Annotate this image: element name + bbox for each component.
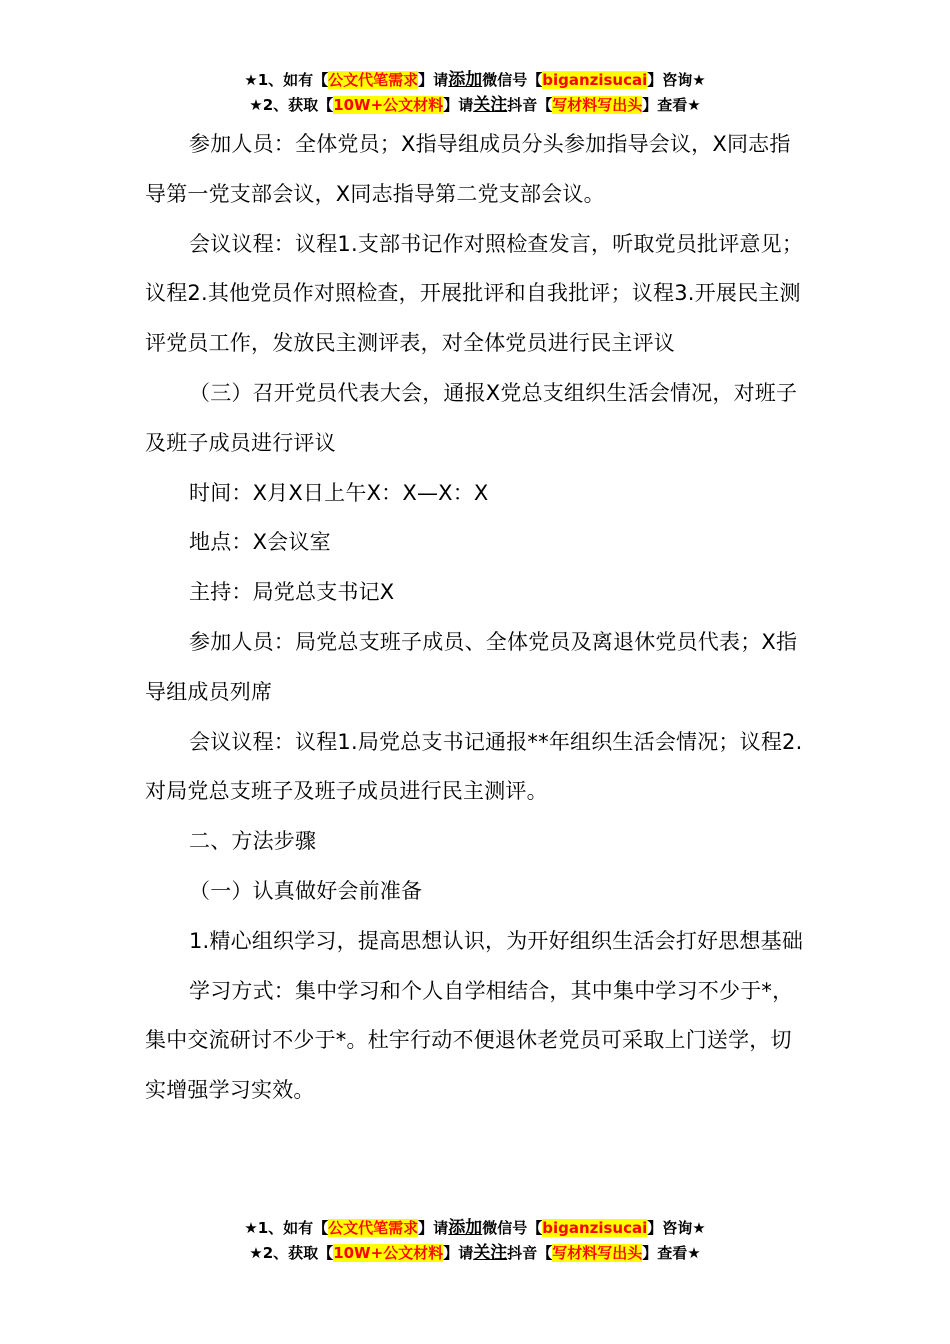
banner-text: ★2、获取【 — [249, 1244, 334, 1262]
banner-text: 微信号【 — [482, 71, 543, 89]
banner-text: 微信号【 — [482, 1219, 543, 1237]
section-heading: （三）召开党员代表大会，通报X党总支组织生活会情况，对班子及班子成员进行评议 — [145, 380, 798, 455]
header-banner — [0, 68, 950, 118]
paragraph: 参加人员：全体党员；X指导组成员分头参加指导会议，X同志指导第一党支部会议，X同志指导第二党支部会议。 — [145, 132, 791, 206]
banner-text: 】请 — [418, 71, 449, 89]
footer-banner — [0, 1216, 950, 1266]
section-heading: 二、方法步骤 — [189, 829, 317, 854]
banner-highlight: 10W+公文材料 — [333, 1244, 444, 1262]
document-body — [145, 120, 805, 1116]
paragraph: 学习方式：集中学习和个人自学相结合，其中集中学习不少于*，集中交流研讨不少于*。杜宇行动不便退休老党员可采取上门送学，切实增强学习实效。 — [145, 978, 794, 1103]
banner-text: 】查看★ — [642, 1244, 701, 1262]
banner-line-1 — [0, 1216, 950, 1241]
banner-line-2 — [0, 93, 950, 118]
banner-text: 】查看★ — [642, 96, 701, 114]
banner-highlight: biganzisucai — [542, 1219, 648, 1237]
banner-highlight: biganzisucai — [542, 71, 648, 89]
banner-text: 】请 — [418, 1219, 449, 1237]
paragraph: 参加人员：局党总支班子成员、全体党员及离退休党员代表；X指导组成员列席 — [145, 629, 798, 704]
banner-highlight: 10W+公文材料 — [333, 96, 444, 114]
banner-highlight: 写材料写出头 — [552, 96, 643, 114]
banner-highlight: 公文代笔需求 — [328, 71, 419, 89]
banner-text: ★2、获取【 — [249, 96, 334, 114]
banner-underlined: 关注 — [473, 95, 508, 115]
banner-underlined: 添加 — [448, 1218, 483, 1238]
banner-text: 】咨询★ — [647, 1219, 706, 1237]
banner-underlined: 关注 — [473, 1243, 508, 1263]
paragraph: 会议议程：议程1.支部书记作对照检查发言，听取党员批评意见；议程2.其他党员作对照检查，开展批评和自我批评；议程3.开展民主测评党员工作，发放民主测评表，对全体党员进行民主评议 — [145, 231, 804, 356]
banner-underlined: 添加 — [448, 70, 483, 90]
section-heading: （一）认真做好会前准备 — [189, 878, 423, 903]
banner-text: 】咨询★ — [647, 71, 706, 89]
banner-line-1 — [0, 68, 950, 93]
paragraph: 地点：X会议室 — [189, 530, 331, 555]
banner-highlight: 公文代笔需求 — [328, 1219, 419, 1237]
paragraph: 时间：X月X日上午X：X—X：X — [189, 480, 489, 505]
paragraph: 1.精心组织学习，提高思想认识，为开好组织生活会打好思想基础 — [189, 928, 804, 953]
banner-text: 】请 — [443, 1244, 474, 1262]
banner-text: ★1、如有【 — [244, 1219, 329, 1237]
banner-line-2 — [0, 1241, 950, 1266]
paragraph: 会议议程：议程1.局党总支书记通报**年组织生活会情况；议程2.对局党总支班子及班子成员进行民主测评。 — [145, 729, 803, 804]
banner-text: ★1、如有【 — [244, 71, 329, 89]
banner-text: 抖音【 — [507, 1244, 553, 1262]
paragraph: 主持：局党总支书记X — [189, 580, 395, 605]
banner-text: 】请 — [443, 96, 474, 114]
banner-highlight: 写材料写出头 — [552, 1244, 643, 1262]
banner-text: 抖音【 — [507, 96, 553, 114]
